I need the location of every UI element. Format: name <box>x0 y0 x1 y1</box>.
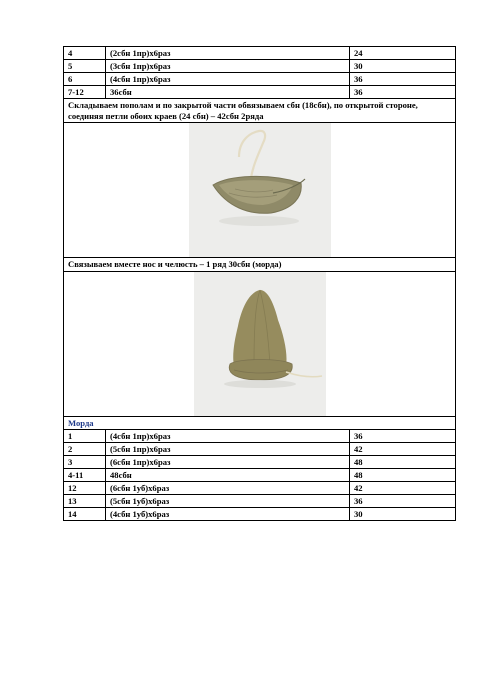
table-row <box>64 430 456 443</box>
pattern-table <box>63 46 456 521</box>
photo-row <box>64 123 456 258</box>
instruction-row <box>64 258 456 272</box>
stitch-instruction: (4сбн 1уб)х6раз <box>106 508 350 521</box>
stitch-count: 36 <box>350 86 456 99</box>
row-number: 14 <box>64 508 106 521</box>
stitch-count: 48 <box>350 469 456 482</box>
stitch-count: 36 <box>350 73 456 86</box>
table-row <box>64 73 456 86</box>
table-row <box>64 469 456 482</box>
table-row <box>64 495 456 508</box>
stitch-count: 36 <box>350 430 456 443</box>
stitch-count: 48 <box>350 456 456 469</box>
stitch-instruction: (4сбн 1пр)х6раз <box>106 73 350 86</box>
row-number: 4-11 <box>64 469 106 482</box>
stitch-count: 42 <box>350 482 456 495</box>
stitch-instruction: (5сбн 1уб)х6раз <box>106 495 350 508</box>
stitch-count: 24 <box>350 47 456 60</box>
stitch-count: 42 <box>350 443 456 456</box>
join-instruction: Связываем вместе нос и челюсть – 1 ряд 30сбн (морда) <box>64 258 456 272</box>
table-row <box>64 456 456 469</box>
section-header-row <box>64 417 456 430</box>
section-title: Морда <box>64 417 456 430</box>
stitch-instruction: (6сбн 1уб)х6раз <box>106 482 350 495</box>
stitch-instruction: 48сбн <box>106 469 350 482</box>
photo-cell <box>64 123 456 258</box>
jaw-piece-photo <box>189 123 331 257</box>
fold-instruction: Складываем пополам и по закрытой части обвязываем сбн (18сбн), по открытой стороне, соединяя петли обоих краев (24 сбн) – 42сбн 2ряда <box>64 99 456 123</box>
table-row <box>64 86 456 99</box>
stitch-instruction: (4сбн 1пр)х6раз <box>106 430 350 443</box>
table-row <box>64 508 456 521</box>
row-number: 5 <box>64 60 106 73</box>
row-number: 13 <box>64 495 106 508</box>
stitch-instruction: (5сбн 1пр)х6раз <box>106 443 350 456</box>
row-number: 3 <box>64 456 106 469</box>
muzzle-photo <box>194 272 326 416</box>
stitch-instruction: (3сбн 1пр)х6раз <box>106 60 350 73</box>
instruction-row <box>64 99 456 123</box>
row-number: 7-12 <box>64 86 106 99</box>
stitch-count: 30 <box>350 508 456 521</box>
photo-cell <box>64 272 456 417</box>
table-row <box>64 443 456 456</box>
row-number: 6 <box>64 73 106 86</box>
photo-row <box>64 272 456 417</box>
table-row <box>64 482 456 495</box>
stitch-count: 30 <box>350 60 456 73</box>
row-number: 2 <box>64 443 106 456</box>
table-row <box>64 60 456 73</box>
stitch-count: 36 <box>350 495 456 508</box>
row-number: 4 <box>64 47 106 60</box>
stitch-instruction: (2сбн 1пр)х6раз <box>106 47 350 60</box>
stitch-instruction: 36сбн <box>106 86 350 99</box>
stitch-instruction: (6сбн 1пр)х6раз <box>106 456 350 469</box>
table-row <box>64 47 456 60</box>
row-number: 1 <box>64 430 106 443</box>
row-number: 12 <box>64 482 106 495</box>
